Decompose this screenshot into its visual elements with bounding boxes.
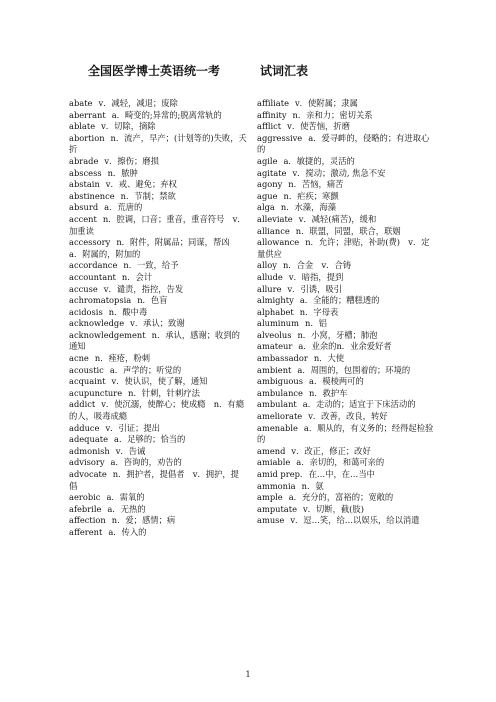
vocab-entry — [257, 446, 437, 458]
vocab-definition: v．改善，改良，转好 — [308, 411, 388, 422]
vocab-entry — [69, 469, 247, 492]
vocab-entry — [257, 214, 437, 226]
vocab-word: ammonia — [257, 480, 296, 491]
vocab-entry — [257, 318, 437, 330]
vocab-definition: a．走动的；适宜于下床活动的 — [302, 399, 416, 410]
vocab-definition: v．搅动；激动, 焦急不安 — [292, 167, 386, 178]
vocab-definition: n．爱；感情；病 — [111, 515, 176, 526]
vocab-definition: n．会计 — [121, 271, 153, 282]
vocab-entry — [257, 411, 437, 423]
vocab-word: afebrile — [69, 503, 102, 514]
vocab-definition: n．铝 — [305, 318, 327, 329]
vocab-definition: a．畸变的;异常的;脱离常轨的 — [111, 109, 222, 120]
vocab-word: ablate — [69, 121, 96, 132]
vocab-definition: a．荒唐的 — [104, 202, 143, 213]
vocab-column-left — [69, 98, 247, 539]
vocab-word: abortion — [69, 132, 105, 143]
vocab-entry — [257, 260, 437, 272]
vocab-word: affinity — [257, 109, 287, 120]
vocab-word: acknowledge — [69, 318, 125, 329]
vocab-word: alleviate — [257, 213, 293, 224]
vocab-word: abstinence — [69, 190, 115, 201]
vocab-word: acquaint — [69, 376, 106, 387]
vocab-entry — [69, 191, 247, 203]
vocab-word: ample — [257, 492, 283, 503]
vocab-entry — [257, 492, 437, 504]
vocab-word: acidosis — [69, 306, 103, 317]
vocab-entry — [69, 202, 247, 214]
vocab-entry — [69, 307, 247, 319]
vocab-definition: n．痤疮，粉刺 — [94, 353, 150, 364]
vocab-definition: a．咨询的，劝告的 — [110, 457, 182, 468]
vocab-definition: n．针刺，针刺疗法 — [128, 387, 200, 398]
vocab-definition: n．水藻，海藻 — [280, 202, 336, 213]
vocab-word: acknowledgement — [69, 329, 146, 340]
vocab-entry — [69, 527, 247, 539]
vocab-word: ambassador — [257, 353, 308, 364]
vocab-entry — [69, 399, 247, 422]
vocab-definition: n．氨 — [301, 480, 324, 491]
vocab-definition: n．亲和力；密切关系 — [292, 109, 373, 120]
vocab-word: abrade — [69, 155, 99, 166]
vocab-word: acne — [69, 353, 89, 364]
vocab-word: ambient — [257, 364, 292, 375]
vocab-entry — [69, 318, 247, 330]
vocab-word: accordance — [69, 260, 118, 271]
vocab-word: ameliorate — [257, 411, 303, 422]
vocab-word: afflict — [257, 121, 282, 132]
vocab-definition: 在…中，在…当中 — [308, 469, 375, 479]
vocab-word: ambulant — [257, 399, 297, 410]
vocab-definition: a．敏捷的，灵活的 — [283, 155, 355, 166]
vocab-word: agony — [257, 179, 283, 190]
title-right: 试词汇表 — [260, 64, 309, 78]
vocab-word: allure — [257, 283, 282, 294]
vocab-definition: a．充分的，富裕的；宽敞的 — [288, 492, 394, 503]
vocab-word: affection — [69, 515, 106, 526]
vocab-word: accent — [69, 213, 97, 224]
vocab-entry — [69, 365, 247, 377]
title-left: 全国医学博士英语统一考 — [88, 64, 221, 78]
vocab-word: ague — [257, 190, 278, 201]
vocab-definition: a．亲切的，和蔼可亲的 — [296, 457, 385, 468]
vocab-definition: v．使苦恼，折磨 — [287, 121, 350, 132]
vocab-entry — [257, 353, 437, 365]
page-number: 1 — [245, 670, 251, 679]
vocab-entry — [69, 434, 247, 446]
vocab-definition: v．减轻(痛苦)，缓和 — [298, 213, 377, 224]
vocab-word: accountant — [69, 271, 116, 282]
vocab-word: ambiguous — [257, 376, 304, 387]
vocab-definition: a．爱寻衅的，侵略的；有进取心的 — [257, 132, 430, 155]
vocab-definition: n．字母表 — [299, 306, 339, 317]
vocab-entry — [257, 133, 437, 156]
vocab-entry — [257, 179, 437, 191]
vocab-entry — [257, 388, 437, 400]
vocab-entry — [69, 376, 247, 388]
vocab-word: adequate — [69, 434, 109, 445]
vocab-entry — [69, 179, 247, 191]
vocab-entry — [69, 457, 247, 469]
vocab-definition: v．改正，修正；改好 — [291, 445, 371, 456]
vocab-word: aluminum — [257, 318, 300, 329]
vocab-word: aerobic — [69, 492, 101, 503]
vocab-entry — [69, 110, 247, 122]
vocab-entry — [257, 226, 437, 238]
vocab-definition: v．引诱，吸引 — [287, 283, 342, 294]
vocab-definition: n．拥护者，提倡者 v．拥护，提倡 — [69, 469, 239, 491]
vocab-entry — [69, 284, 247, 296]
vocab-entry — [257, 121, 437, 133]
vocab-entry — [69, 133, 247, 156]
vocab-definition: a．足够的；恰当的 — [114, 434, 186, 445]
vocab-definition: n．疟疾；寒颤 — [283, 190, 339, 201]
vocab-entry — [257, 110, 437, 122]
vocab-definition: v．擦伤；磨损 — [104, 155, 159, 166]
vocab-word: amend — [257, 445, 286, 456]
vocab-word: adduce — [69, 422, 100, 433]
vocab-definition: a．业余的n．业余爱好者 — [298, 341, 392, 352]
vocab-word: advisory — [69, 457, 105, 468]
vocab-entry — [257, 237, 437, 260]
vocab-word: amateur — [257, 341, 293, 352]
vocab-definition: n．承认，感谢；收到的通知 — [69, 329, 240, 352]
vocab-entry — [257, 272, 437, 284]
vocab-word: amiable — [257, 457, 291, 468]
vocab-definition: a．顺从的，有义务的；经得起检验的 — [257, 422, 434, 445]
vocab-entry — [69, 156, 247, 168]
vocab-definition: n．附件，附属品；同谋，帮凶 a．附属的，附加的 — [69, 237, 238, 259]
vocab-word: absurd — [69, 202, 99, 213]
vocab-definition: v．切断，截(肢) — [303, 503, 364, 514]
vocab-entry — [257, 168, 437, 180]
vocab-entry — [257, 481, 437, 493]
vocab-word: amenable — [257, 422, 298, 433]
vocab-word: abscess — [69, 167, 102, 178]
vocab-word: alliance — [257, 225, 290, 236]
vocab-entry — [69, 214, 247, 237]
vocab-word: abstain — [69, 179, 100, 190]
vocab-word: agile — [257, 155, 278, 166]
vocab-entry — [257, 307, 437, 319]
vocab-word: admonish — [69, 445, 110, 456]
vocab-definition: a．需氧的 — [106, 492, 145, 503]
vocab-entry — [69, 295, 247, 307]
vocab-definition: a．无热的 — [107, 503, 146, 514]
vocab-entry — [69, 272, 247, 284]
vocab-word: affiliate — [257, 98, 289, 108]
vocab-definition: n．联盟，同盟，联合，联姻 — [295, 225, 401, 236]
vocab-entry — [257, 341, 437, 353]
vocab-definition: v．谴责，指控，告发 — [103, 283, 184, 294]
vocab-word: aggressive — [257, 132, 303, 143]
vocab-word: almighty — [257, 295, 294, 306]
vocab-word: abate — [69, 98, 93, 108]
vocab-definition: n．救护车 — [308, 387, 348, 398]
vocab-definition: a．全能的；糟糕透的 — [299, 295, 380, 306]
vocab-definition: n．酸中毒 — [108, 306, 148, 317]
vocab-word: alphabet — [257, 306, 294, 317]
vocab-entry — [257, 202, 437, 214]
vocab-word: allowance — [257, 237, 300, 248]
vocab-entry — [69, 515, 247, 527]
vocab-definition: n．大使 — [313, 353, 345, 364]
vocab-definition: n．苦恼，痛苦 — [288, 179, 344, 190]
vocab-definition: a．周围的，包围着的；环境的 — [297, 364, 411, 375]
vocab-entry — [69, 353, 247, 365]
vocab-word: afferent — [69, 526, 103, 537]
vocab-entry — [257, 156, 437, 168]
vocab-entry — [257, 284, 437, 296]
vocab-definition: v．使附属；隶属 — [295, 98, 358, 108]
vocab-definition: a．模棱两可的 — [309, 376, 364, 387]
vocab-entry — [257, 469, 437, 481]
vocab-word: alveolus — [257, 329, 292, 340]
vocab-entry — [257, 191, 437, 203]
vocab-definition: a．声学的；听觉的 — [109, 364, 182, 375]
vocab-word: aberrant — [69, 109, 106, 120]
vocab-definition: n．允许；津贴，补助(费) v．定量供应 — [257, 237, 430, 259]
vocab-word: ambulance — [257, 387, 303, 398]
vocab-definition: n．合金 v．合铸 — [282, 260, 352, 271]
vocab-word: acupuncture — [69, 387, 123, 398]
vocab-definition: v．告诫 — [115, 445, 146, 456]
vocab-word: amuse — [257, 515, 285, 526]
vocab-entry — [257, 423, 437, 446]
vocab-definition: v．暗指，提到 — [288, 271, 344, 282]
vocab-entry — [257, 376, 437, 388]
vocab-word: addict — [69, 399, 96, 410]
vocab-word: alga — [257, 202, 275, 213]
vocab-entry — [69, 492, 247, 504]
vocab-word: accuse — [69, 283, 98, 294]
vocab-word: amid prep. — [257, 469, 303, 479]
vocab-word: agitate — [257, 167, 287, 178]
vocab-word: allude — [257, 271, 283, 282]
vocab-definition: v．切除，摘除 — [101, 121, 156, 132]
vocab-entry — [69, 237, 247, 260]
vocab-entry — [257, 295, 437, 307]
vocab-definition: v．承认；致谢 — [130, 318, 185, 329]
vocab-entry — [69, 121, 247, 133]
vocab-entry — [257, 399, 437, 411]
vocab-definition: n．小窝，牙槽；肺泡 — [297, 329, 378, 340]
vocab-entry — [69, 446, 247, 458]
vocab-entry — [257, 457, 437, 469]
vocab-entry — [257, 98, 437, 110]
vocab-definition: v．使认识，使了解，通知 — [111, 376, 208, 387]
vocab-definition: n．流产，早产；(计划等的)失败，夭折 — [69, 132, 247, 155]
vocab-definition: v．引证；提出 — [105, 422, 160, 433]
vocab-entry — [69, 260, 247, 272]
vocab-entry — [257, 330, 437, 342]
vocab-entry — [69, 388, 247, 400]
vocab-definition: n．一致，给予 — [123, 260, 179, 271]
vocab-entry — [69, 504, 247, 516]
vocab-word: achromatopsia — [69, 295, 132, 306]
vocab-definition: n．腔调，口音；重音，重音符号 v．加重读 — [69, 213, 246, 236]
vocab-entry — [257, 515, 437, 527]
vocab-entry — [257, 365, 437, 377]
vocab-entry — [257, 504, 437, 516]
vocab-word: accessory — [69, 237, 111, 248]
vocab-definition: v．戒、避免；弃权 — [105, 179, 177, 190]
vocab-definition: v．使沉溺，使醉心；使成瘾 n．有瘾的人，吸毒成瘾 — [69, 399, 245, 422]
vocab-word: advocate — [69, 469, 107, 479]
vocab-word: alloy — [257, 260, 277, 271]
vocab-entry — [69, 330, 247, 353]
vocab-entry — [69, 98, 247, 110]
vocab-definition: v．减轻，减退；废除 — [98, 98, 178, 108]
vocab-definition: n．色盲 — [137, 295, 168, 306]
vocab-definition: n．节制；禁欲 — [120, 190, 176, 201]
vocab-entry — [69, 423, 247, 435]
vocab-definition: v．逗…笑，给…以娱乐，给以消遣 — [290, 515, 420, 526]
vocab-word: amputate — [257, 503, 297, 514]
vocab-entry — [69, 168, 247, 180]
vocab-definition: a．传入的 — [108, 526, 147, 537]
vocab-column-right — [257, 98, 437, 527]
vocab-word: acoustic — [69, 364, 104, 375]
vocab-definition: n．脓肿 — [107, 167, 138, 178]
